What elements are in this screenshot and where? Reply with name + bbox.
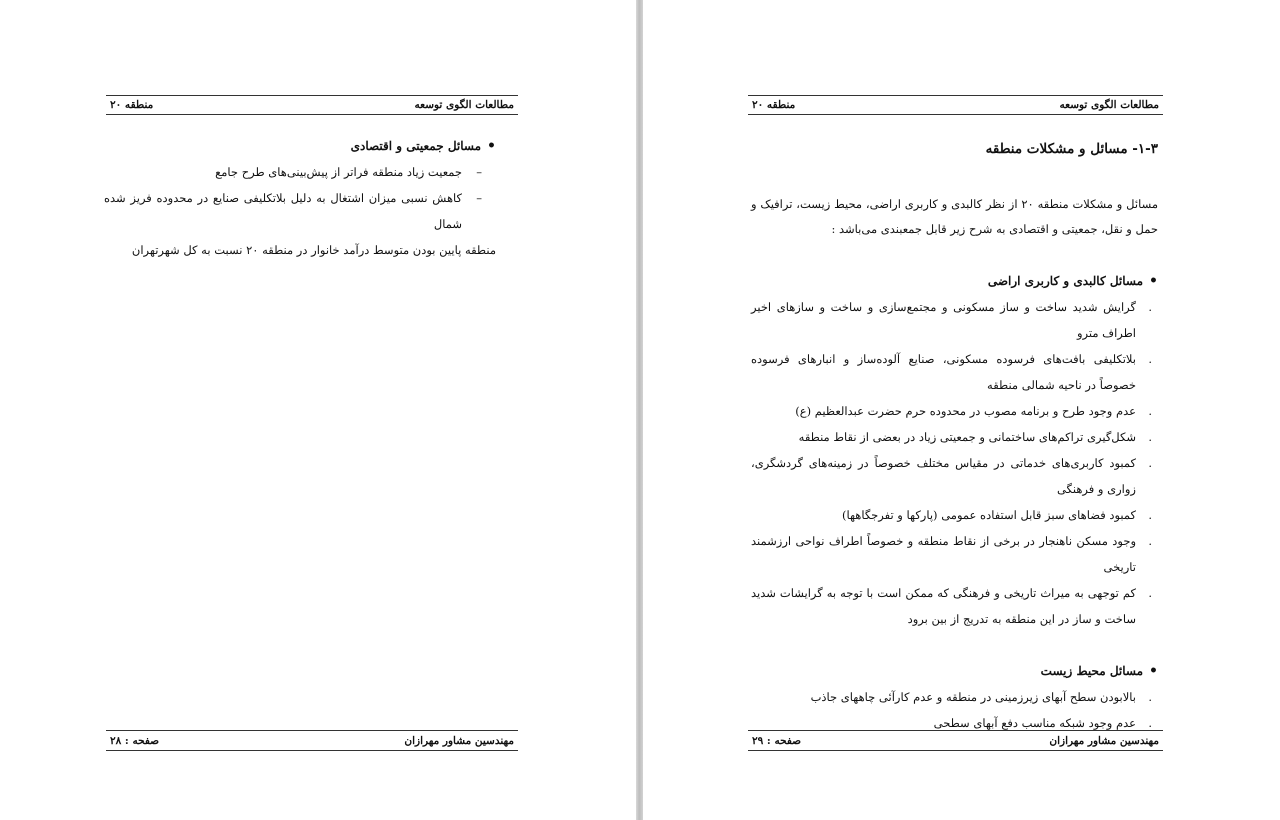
bullet-icon: • [1149,273,1158,289]
list-item [751,528,1158,580]
footer-company: مهندسین مشاور مهرازان [404,734,514,747]
dot-icon: . [1148,508,1152,522]
list-item [751,294,1158,346]
dot-icon: . [1148,300,1152,314]
list-item [751,450,1158,502]
group-heading [751,658,1158,684]
list-item-text: وجود مسکن ناهنجار در برخی از نقاط منطقه و خصوصاً اطراف نواحی ارزشمند تاریخی [751,534,1136,574]
bullet-icon: • [487,138,496,154]
right-page [643,0,1280,820]
list-item [751,398,1158,424]
header-title: مطالعات الگوی توسعه [1059,99,1159,111]
dot-icon: . [1148,404,1152,418]
list-item-text: گرایش شدید ساخت و ساز مسکونی و مجتمع‌سازی و ساخت و سازهای اخیر اطراف مترو [751,300,1136,340]
list-item-text: کمبود فضاهای سبز قابل استفاده عمومی (پارکها و تفرجگاهها) [841,508,1136,522]
group-heading-text: مسائل محیط زیست [1040,664,1144,678]
dash-icon: – [476,165,482,179]
list-item-text: کاهش نسبی میزان اشتغال به دلیل بلاتکلیفی صنایع در محدوده فریز شده شمال [104,191,462,231]
group-heading [104,133,496,159]
list-item [751,502,1158,528]
list-item-text: شکل‌گیری تراکم‌های ساختمانی و جمعیتی زیاد در بعضی از نقاط منطقه [798,430,1136,444]
book-gutter [636,0,643,820]
header-title: مطالعات الگوی توسعه [414,99,514,111]
dot-icon: . [1148,586,1152,600]
section-title: ۱-۳- مسائل و مشکلات منطقه [985,141,1158,157]
page-header [106,95,518,115]
list-item [104,237,496,263]
left-page [0,0,636,820]
issue-list [751,684,1158,736]
list-item-text: منطقه پایین بودن متوسط درآمد خانوار در منطقه ۲۰ نسبت به کل شهرتهران [131,243,496,257]
group-heading-text: مسائل کالبدی و کاربری اراضی [987,274,1144,288]
list-item-text: جمعیت زیاد منطقه فراتر از پیش‌بینی‌های طرح جامع [215,165,462,179]
list-item [104,159,496,185]
dot-icon: . [1148,716,1152,730]
footer-company: مهندسین مشاور مهرازان [1049,734,1159,747]
issue-list [751,294,1158,632]
page-body [104,133,496,263]
list-item-text: کم توجهی به میراث تاریخی و فرهنگی که ممکن است با توجه به گرایشات شدید ساخت و ساز در این منطقه به تدریج از بین برود [751,586,1136,626]
footer-page-number: صفحه : ۲۹ [752,734,802,747]
issue-group-physical [751,268,1158,632]
issue-group-environment [751,658,1158,736]
group-heading-text: مسائل جمعیتی و اقتصادی [350,139,482,153]
header-region: منطقه ۲۰ [110,99,154,111]
footer-page-number: صفحه : ۲۸ [110,734,160,747]
dot-icon: . [1148,456,1152,470]
dot-icon: . [1148,352,1152,366]
list-item-text: بالابودن سطح آبهای زیرزمینی در منطقه و عدم کارآئی چاههای جاذب [810,690,1136,704]
list-item-text: بلاتکلیفی بافت‌های فرسوده مسکونی، صنایع آلوده‌ساز و انبارهای فرسوده خصوصاً در ناحیه شمالی منطقه [751,352,1136,392]
page-footer [748,730,1163,751]
list-item [751,346,1158,398]
list-item [104,185,496,237]
header-region: منطقه ۲۰ [752,99,796,111]
dash-icon: – [476,191,482,205]
list-item [751,580,1158,632]
dot-icon: . [1148,690,1152,704]
intro-paragraph: مسائل و مشکلات منطقه ۲۰ از نظر کالبدی و کاربری اراضی، محیط زیست، ترافیک و حمل و نقل، جمعیتی و اقتصادی به شرح زیر قابل جمعبندی می‌باشد : [751,197,1159,236]
list-item-text: عدم وجود طرح و برنامه مصوب در محدوده حرم حضرت عبدالعظیم (ع) [795,404,1136,418]
group-heading [751,268,1158,294]
page-header [748,95,1163,115]
dot-icon: . [1148,534,1152,548]
list-item [751,684,1158,710]
bullet-icon: • [1149,663,1158,679]
list-item-text: کمبود کاربری‌های خدماتی در مقیاس مختلف خصوصاً در زمینه‌های گردشگری، زواری و فرهنگی [751,456,1136,496]
list-item [751,424,1158,450]
page-body [751,133,1158,736]
issue-list [104,159,496,263]
dot-icon: . [1148,430,1152,444]
page-footer [106,730,518,751]
list-item-text: عدم وجود شبکه مناسب دفع آبهای سطحی [933,716,1136,730]
